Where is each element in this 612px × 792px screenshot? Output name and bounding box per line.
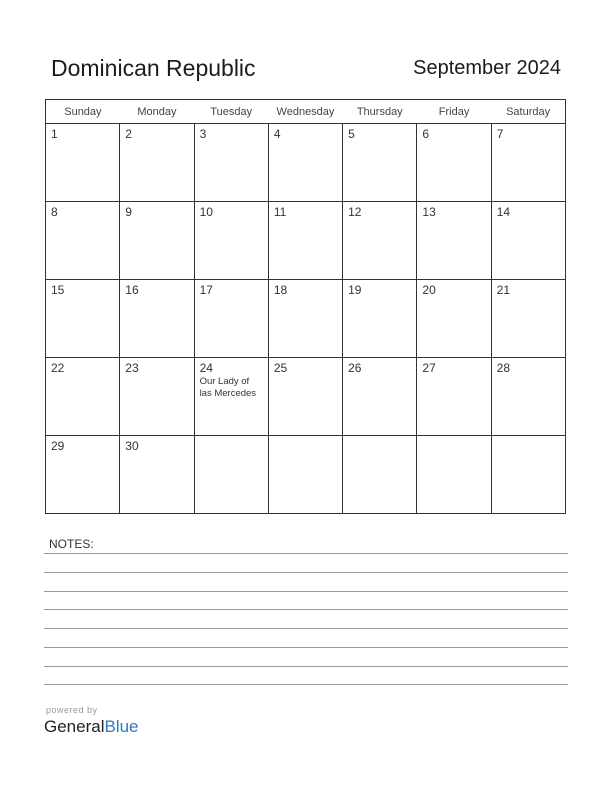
generalblue-logo[interactable] bbox=[44, 717, 139, 737]
day-number: 8 bbox=[51, 205, 58, 219]
day-number: 30 bbox=[125, 439, 139, 453]
week-row bbox=[46, 280, 566, 358]
day-cell bbox=[268, 436, 342, 514]
day-cell bbox=[417, 280, 491, 358]
country-title: Dominican Republic bbox=[51, 55, 256, 81]
day-number: 2 bbox=[125, 127, 132, 141]
day-cell bbox=[194, 358, 268, 436]
day-number: 25 bbox=[273, 361, 288, 375]
day-cell bbox=[417, 436, 491, 514]
day-number: 16 bbox=[125, 283, 139, 297]
weekday-tuesday: Tuesday bbox=[194, 100, 268, 124]
notes-line bbox=[44, 591, 568, 592]
day-number: 29 bbox=[51, 439, 65, 453]
day-cell bbox=[120, 436, 194, 514]
notes-line bbox=[44, 647, 568, 648]
day-number: 24 bbox=[199, 361, 213, 375]
day-cell bbox=[343, 358, 417, 436]
week-row bbox=[46, 202, 566, 280]
week-row bbox=[46, 124, 566, 202]
day-cell bbox=[120, 280, 194, 358]
day-cell bbox=[268, 124, 342, 202]
month-title: September 2024 bbox=[413, 57, 561, 79]
day-number: 15 bbox=[51, 283, 65, 297]
day-cell bbox=[120, 358, 194, 436]
day-number: 12 bbox=[348, 205, 362, 219]
day-number: 13 bbox=[422, 205, 436, 219]
day-number: 22 bbox=[51, 361, 65, 375]
day-cell bbox=[491, 202, 565, 280]
day-cell bbox=[268, 202, 342, 280]
day-number: 10 bbox=[199, 205, 213, 219]
day-number: 23 bbox=[125, 361, 139, 375]
day-cell bbox=[268, 280, 342, 358]
day-cell bbox=[491, 280, 565, 358]
notes-label: NOTES: bbox=[49, 537, 94, 551]
day-cell bbox=[491, 124, 565, 202]
day-cell bbox=[417, 124, 491, 202]
day-number: 26 bbox=[348, 361, 362, 375]
day-cell bbox=[343, 280, 417, 358]
weekday-wednesday: Wednesday bbox=[268, 100, 342, 124]
notes-line bbox=[44, 553, 568, 554]
day-cell bbox=[268, 358, 342, 436]
week-row bbox=[46, 436, 566, 514]
day-cell bbox=[46, 124, 120, 202]
day-number: 1 bbox=[51, 127, 58, 141]
day-number: 11 bbox=[273, 205, 287, 219]
day-number: 21 bbox=[496, 283, 511, 297]
day-number: 17 bbox=[199, 283, 213, 297]
week-row bbox=[46, 358, 566, 436]
notes-line bbox=[44, 609, 568, 610]
day-cell bbox=[46, 358, 120, 436]
weekday-friday: Friday bbox=[417, 100, 491, 124]
notes-line bbox=[44, 666, 568, 667]
day-number: 5 bbox=[348, 127, 355, 141]
day-cell bbox=[120, 124, 194, 202]
logo-general-text: General bbox=[44, 717, 105, 736]
holiday-label: Our Lady of las Mercedes bbox=[199, 376, 257, 399]
day-cell bbox=[343, 436, 417, 514]
day-cell bbox=[46, 202, 120, 280]
day-number: 28 bbox=[496, 361, 511, 375]
day-cell bbox=[343, 124, 417, 202]
day-number: 27 bbox=[422, 361, 436, 375]
day-number: 7 bbox=[496, 127, 504, 141]
notes-line bbox=[44, 572, 568, 573]
logo-blue-text: Blue bbox=[104, 717, 139, 736]
day-cell bbox=[417, 202, 491, 280]
day-cell bbox=[120, 202, 194, 280]
day-cell bbox=[194, 436, 268, 514]
day-number: 3 bbox=[199, 127, 207, 141]
weekday-monday: Monday bbox=[120, 100, 194, 124]
day-number: 18 bbox=[273, 283, 288, 297]
weekday-header-row bbox=[46, 100, 566, 124]
day-cell bbox=[491, 358, 565, 436]
day-cell bbox=[343, 202, 417, 280]
weekday-sunday: Sunday bbox=[46, 100, 120, 124]
day-cell bbox=[194, 202, 268, 280]
day-cell bbox=[194, 280, 268, 358]
powered-by-text: powered by bbox=[46, 705, 98, 715]
day-cell bbox=[194, 124, 268, 202]
day-number: 14 bbox=[496, 205, 511, 219]
calendar-grid bbox=[45, 99, 566, 514]
day-cell bbox=[417, 358, 491, 436]
day-number: 6 bbox=[422, 127, 430, 141]
notes-line bbox=[44, 628, 568, 629]
weekday-saturday: Saturday bbox=[491, 100, 565, 124]
day-number: 20 bbox=[422, 283, 436, 297]
day-number: 19 bbox=[348, 283, 362, 297]
day-cell bbox=[46, 280, 120, 358]
notes-line bbox=[44, 684, 568, 685]
day-number: 9 bbox=[125, 205, 132, 219]
weekday-thursday: Thursday bbox=[343, 100, 417, 124]
day-cell bbox=[46, 436, 120, 514]
day-cell bbox=[491, 436, 565, 514]
day-number: 4 bbox=[273, 127, 281, 141]
